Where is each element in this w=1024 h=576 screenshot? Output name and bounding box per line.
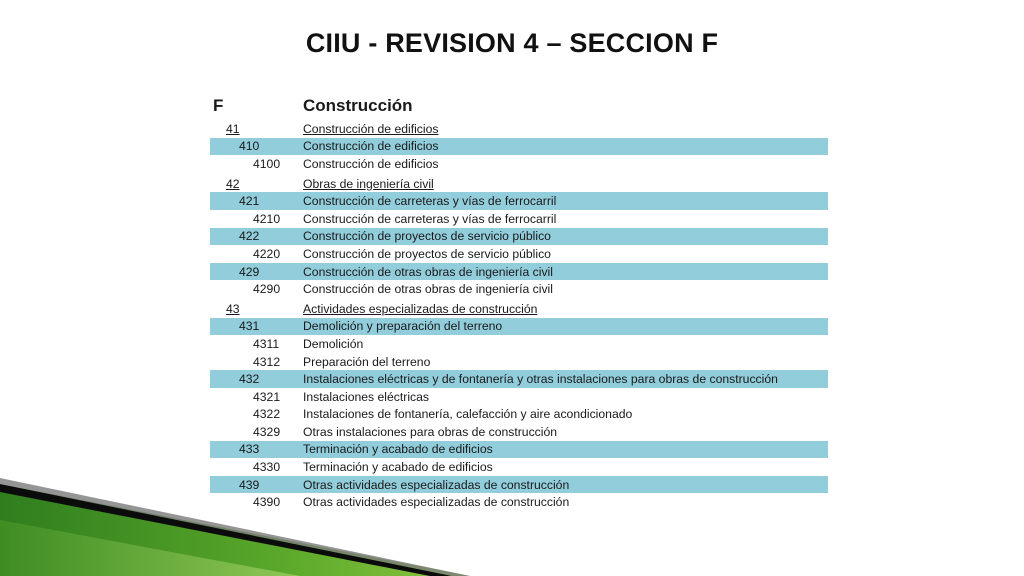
row-code: 43 (226, 301, 240, 316)
row-label: Terminación y acabado de edificios (303, 460, 493, 475)
row-label: Construcción de otras obras de ingeniería civil (303, 282, 553, 297)
table-row (210, 192, 828, 210)
table-row (210, 335, 828, 353)
row-code: 4329 (253, 424, 281, 439)
section-header-row (210, 94, 828, 118)
row-label: Construcción de otras obras de ingeniería civil (303, 264, 553, 279)
table-row (210, 370, 828, 388)
slide-title: CIIU - REVISION 4 – SECCION F (305, 28, 719, 58)
row-code: 439 (239, 477, 260, 492)
table-body (210, 120, 828, 511)
row-label: Demolición y preparación del terreno (303, 319, 503, 334)
table-row (210, 138, 828, 156)
table-row (210, 476, 828, 494)
section-code: F (213, 96, 224, 115)
table-row (210, 388, 828, 406)
row-code: 4220 (253, 246, 281, 261)
row-label: Construcción de proyectos de servicio público (303, 246, 551, 261)
table-row (210, 120, 828, 138)
row-label: Otras actividades especializadas de construcción (303, 495, 570, 510)
row-code: 4322 (253, 407, 281, 422)
row-code: 4321 (253, 389, 281, 404)
row-code: 4290 (253, 282, 281, 297)
table-row (210, 441, 828, 459)
row-label: Instalaciones eléctricas y de fontanería y otras instalaciones para obras de construcción (303, 372, 778, 387)
table-row (210, 493, 828, 511)
row-code: 4312 (253, 354, 281, 369)
table-row (210, 423, 828, 441)
section-label: Construcción (303, 96, 413, 115)
row-label: Construcción de edificios (303, 156, 439, 171)
row-label: Instalaciones de fontanería, calefacción y aire acondicionado (303, 407, 633, 422)
row-code: 433 (239, 442, 260, 457)
row-label: Construcción de carreteras y vías de ferrocarril (303, 194, 557, 209)
row-label: Construcción de edificios (303, 121, 439, 136)
row-code: 41 (226, 121, 240, 136)
row-code: 4100 (253, 156, 281, 171)
table-row (210, 175, 828, 193)
table-row (210, 318, 828, 336)
row-label: Actividades especializadas de construcción (303, 301, 538, 316)
row-code: 410 (239, 139, 260, 154)
table-row (210, 210, 828, 228)
table-row (210, 280, 828, 298)
row-label: Construcción de proyectos de servicio público (303, 229, 551, 244)
table-row (210, 458, 828, 476)
row-code: 42 (226, 176, 240, 191)
row-label: Construcción de edificios (303, 139, 439, 154)
table-row (210, 353, 828, 371)
row-code: 422 (239, 229, 260, 244)
row-label: Construcción de carreteras y vías de ferrocarril (303, 211, 557, 226)
row-code: 4330 (253, 460, 281, 475)
table-row (210, 300, 828, 318)
row-code: 421 (239, 194, 260, 209)
table-row (210, 155, 828, 173)
ciiu-table (210, 94, 828, 511)
row-label: Preparación del terreno (303, 354, 431, 369)
row-code: 432 (239, 372, 260, 387)
row-label: Obras de ingeniería civil (303, 176, 434, 191)
row-label: Otras actividades especializadas de construcción (303, 477, 570, 492)
table-row (210, 263, 828, 281)
row-code: 4210 (253, 211, 281, 226)
row-code: 4390 (253, 495, 281, 510)
table-row (210, 245, 828, 263)
row-code: 431 (239, 319, 260, 334)
row-label: Demolición (303, 336, 364, 351)
row-label: Instalaciones eléctricas (303, 389, 429, 404)
table-row (210, 406, 828, 424)
row-label: Terminación y acabado de edificios (303, 442, 493, 457)
row-label: Otras instalaciones para obras de construcción (303, 424, 558, 439)
row-code: 4311 (253, 336, 280, 351)
row-code: 429 (239, 264, 260, 279)
table-row (210, 228, 828, 246)
